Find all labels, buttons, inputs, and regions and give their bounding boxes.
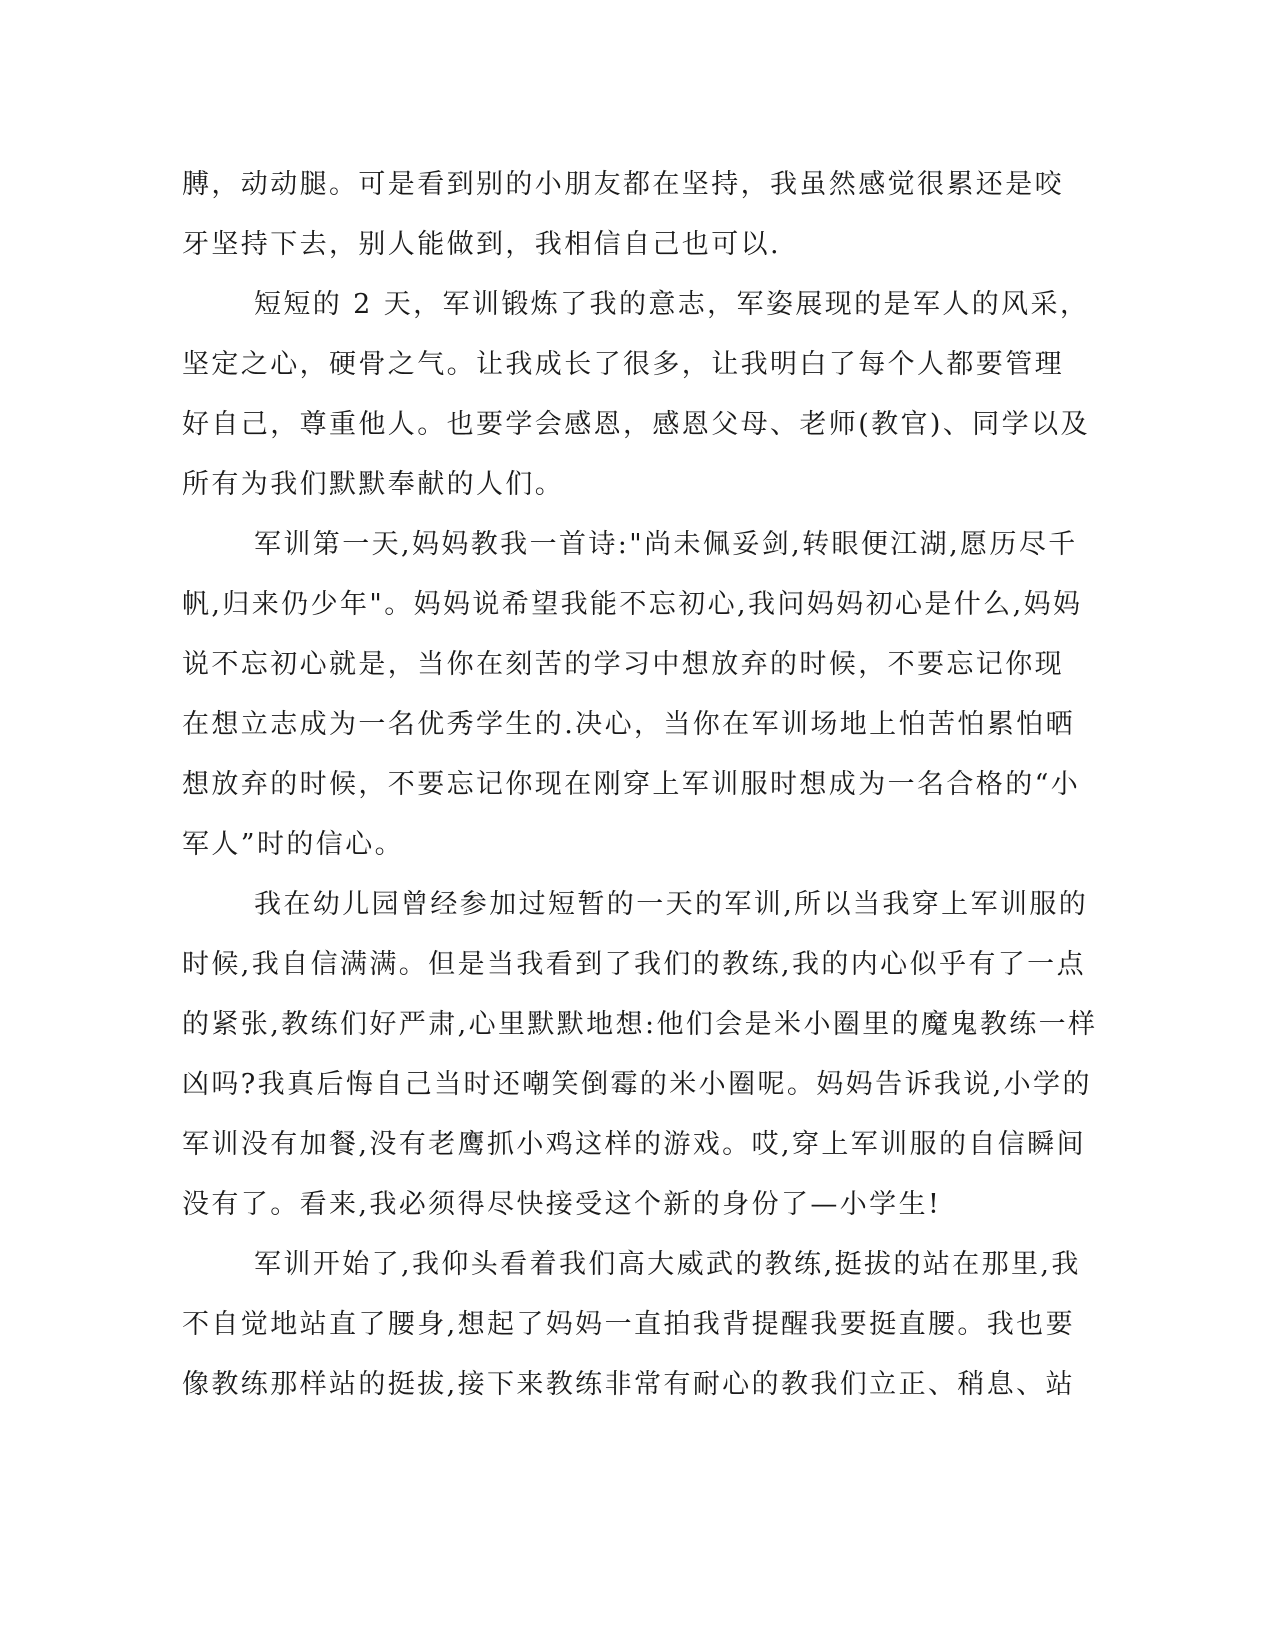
paragraph-first-line: 军训开始了,我仰头看着我们高大威武的教练,挺拔的站在那里,我 [254,1249,1081,1280]
text-line: 不自觉地站直了腰身,想起了妈妈一直拍我背提醒我要挺直腰。我也要 [182,1309,1075,1340]
paragraph-first-line: 军训第一天,妈妈教我一首诗:"尚未佩妥剑,转眼便江湖,愿历尽千 [254,529,1078,560]
text-line: 没有了。看来,我必须得尽快接受这个新的身份了—小学生! [182,1189,942,1220]
text-line: 想放弃的时候，不要忘记你现在刚穿上军训服时想成为一名合格的“小 [182,769,1081,800]
text-line: 的紧张,教练们好严肃,心里默默地想:他们会是米小圈里的魔鬼教练一样 [182,1009,1098,1040]
paragraph-first-line: 短短的 2 天，军训锻炼了我的意志，军姿展现的是军人的风采， [254,289,1090,320]
text-line: 说不忘初心就是，当你在刻苦的学习中想放弃的时候，不要忘记你现 [182,649,1064,680]
text-line: 时候,我自信满满。但是当我看到了我们的教练,我的内心似乎有了一点 [182,949,1086,980]
text-line: 所有为我们默默奉献的人们。 [182,469,565,500]
text-line: 膊，动动腿。可是看到别的小朋友都在坚持，我虽然感觉很累还是咬 [182,169,1064,200]
document-body [182,155,1098,1415]
text-line: 牙坚持下去，别人能做到，我相信自己也可以. [182,229,781,260]
text-line: 好自己，尊重他人。也要学会感恩，感恩父母、老师(教官)、同学以及 [182,409,1090,440]
text-line: 帆,归来仍少年"。妈妈说希望我能不忘初心,我问妈妈初心是什么,妈妈 [182,589,1083,620]
text-line: 凶吗?我真后悔自己当时还嘲笑倒霉的米小圈呢。妈妈告诉我说,小学的 [182,1069,1092,1100]
text-line: 像教练那样站的挺拔,接下来教练非常有耐心的教我们立正、稍息、站 [182,1369,1075,1400]
text-line: 在想立志成为一名优秀学生的.决心，当你在军训场地上怕苦怕累怕晒 [182,709,1075,740]
text-line: 坚定之心，硬骨之气。让我成长了很多，让我明白了每个人都要管理 [182,349,1064,380]
text-line: 军人”时的信心。 [182,829,405,860]
paragraph-first-line: 我在幼儿园曾经参加过短暂的一天的军训,所以当我穿上军训服的 [254,889,1089,920]
text-line: 军训没有加餐,没有老鹰抓小鸡这样的游戏。哎,穿上军训服的自信瞬间 [182,1129,1086,1160]
